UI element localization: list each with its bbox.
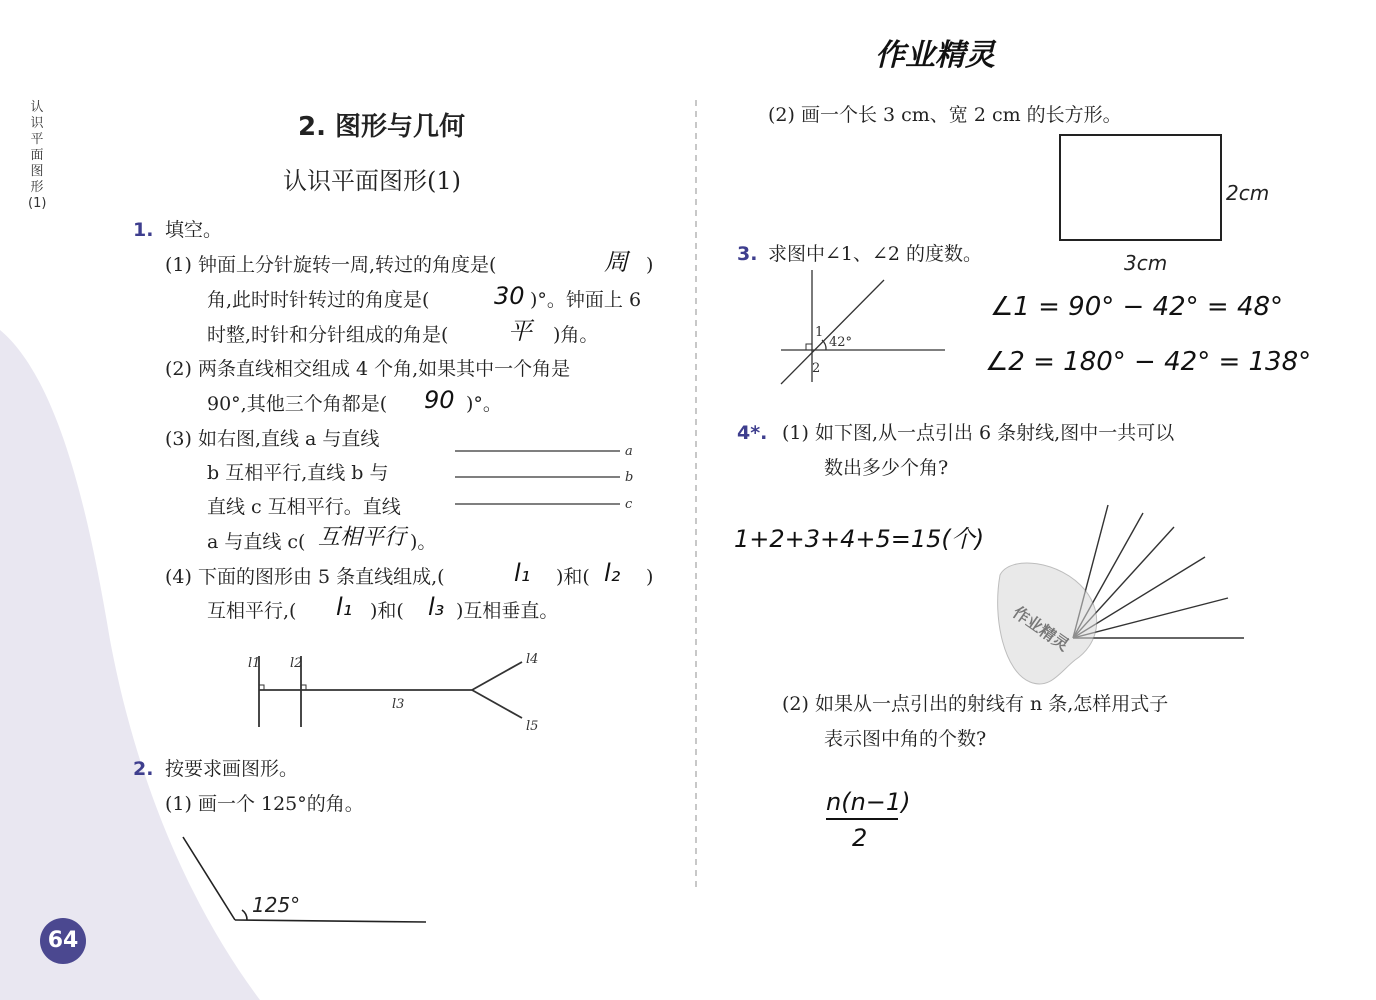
q3-answer1: ∠1 = 90° − 42° = 48° [990, 292, 1284, 322]
q3-label-2: 2 [812, 361, 821, 376]
q1-p4-line2b: )和( [370, 600, 404, 622]
q1-title: 填空。 [165, 219, 223, 241]
q4-p2-answer-numerator: n(n−1) [826, 788, 911, 816]
q2-number: 2. [133, 758, 154, 780]
q1-p3-line1: (3) 如右图,直线 a 与直线 [165, 428, 380, 450]
label-a: a [625, 444, 633, 459]
q1-p3-line2: b 互相平行,直线 b 与 [207, 462, 389, 484]
sidebar-label: 认识平面图形(1) [28, 100, 47, 211]
q4-p2-line1: (2) 如果从一点引出的射线有 n 条,怎样用式子 [782, 693, 1169, 715]
page-number-badge: 64 [40, 918, 86, 964]
q1-p4-line2c: )互相垂直。 [456, 600, 559, 622]
q3-title: 求图中∠1、∠2 的度数。 [768, 243, 983, 265]
label-l1: l1 [248, 656, 261, 671]
q1-p2-line2b: )°。 [466, 393, 502, 415]
q4-p2-answer-denominator: 2 [852, 824, 868, 852]
label-l2: l2 [290, 656, 303, 671]
q1-p1-answer3: 平 [508, 317, 532, 345]
q1-p4-answer3: l₁ [336, 593, 353, 621]
q3-label-42: 42° [829, 335, 853, 350]
q2-p2-text: (2) 画一个长 3 cm、宽 2 cm 的长方形。 [768, 104, 1122, 126]
q4-p2-line2: 表示图中角的个数? [824, 728, 987, 750]
q1-number: 1. [133, 219, 154, 241]
header-logo: 作业精灵 [875, 38, 995, 73]
q1-p1-line2a: 角,此时时针转过的角度是( [207, 289, 430, 311]
q4-p1-line1: (1) 如下图,从一点引出 6 条射线,图中一共可以 [782, 422, 1175, 444]
q1-p4-answer1: l₁ [514, 559, 531, 587]
parallel-lines-figure [455, 451, 620, 504]
label-l4: l4 [526, 652, 539, 667]
q1-p3-line3: 直线 c 互相平行。直线 [207, 496, 401, 518]
q1-p2-line2a: 90°,其他三个角都是( [207, 393, 388, 415]
q1-p4-line1b: )和( [556, 566, 590, 588]
q2-title: 按要求画图形。 [165, 758, 299, 780]
label-c: c [625, 497, 633, 512]
q4-p1-answer: 1+2+3+4+5=15(个) [734, 525, 985, 553]
q1-p1-line3b: )角。 [553, 324, 599, 346]
q1-p2-answer: 90 [424, 386, 455, 414]
label-l5: l5 [526, 719, 539, 734]
line-l4 [472, 662, 522, 690]
section-title: 2. 图形与几何 [298, 112, 466, 142]
rect-width-label: 3cm [1124, 251, 1168, 275]
q1-p1-answer1: 周 [604, 248, 628, 276]
q2-p1-text: (1) 画一个 125°的角。 [165, 793, 364, 815]
q1-p4-line1c: ) [646, 566, 654, 588]
q1-p2-line1: (2) 两条直线相交组成 4 个角,如果其中一个角是 [165, 358, 571, 380]
angle-125-label: 125° [252, 893, 301, 917]
q3-answer2: ∠2 = 180° − 42° = 138° [985, 347, 1312, 377]
q1-p3-line4a: a 与直线 c( [207, 531, 306, 553]
six-rays-figure [1073, 505, 1244, 638]
q1-p3-line4b: )。 [410, 531, 437, 553]
rect-height-label: 2cm [1226, 181, 1270, 205]
q1-p4-answer2: l₂ [604, 559, 621, 587]
q1-p1-line2b: )°。钟面上 6 [530, 289, 642, 311]
q1-p1-line3a: 时整,时针和分针组成的角是( [207, 324, 449, 346]
drawn-rectangle [1060, 135, 1221, 240]
q1-p1-answer2: 30 [494, 282, 525, 310]
q4-p1-line2: 数出多少个角? [824, 457, 949, 479]
q4-number: 4*. [737, 422, 768, 444]
q1-p1-close: ) [646, 254, 654, 276]
label-l3: l3 [392, 697, 405, 712]
label-b: b [625, 470, 634, 485]
q3-label-1: 1 [815, 325, 824, 340]
q1-p4-answer4: l₃ [428, 593, 445, 621]
q1-p4-line1a: (4) 下面的图形由 5 条直线组成,( [165, 566, 445, 588]
q1-p1-line1: (1) 钟面上分针旋转一周,转过的角度是( [165, 254, 497, 276]
q1-p4-line2a: 互相平行,( [207, 600, 297, 622]
angle-125-drawing [183, 837, 426, 922]
q3-number: 3. [737, 243, 758, 265]
line-l5 [472, 690, 522, 718]
q1-p3-answer: 互相平行 [318, 525, 407, 550]
q3-angle-figure [781, 270, 945, 384]
stamp-text: 作业精灵 [1009, 602, 1073, 655]
page-subtitle: 认识平面图形(1) [283, 167, 461, 195]
